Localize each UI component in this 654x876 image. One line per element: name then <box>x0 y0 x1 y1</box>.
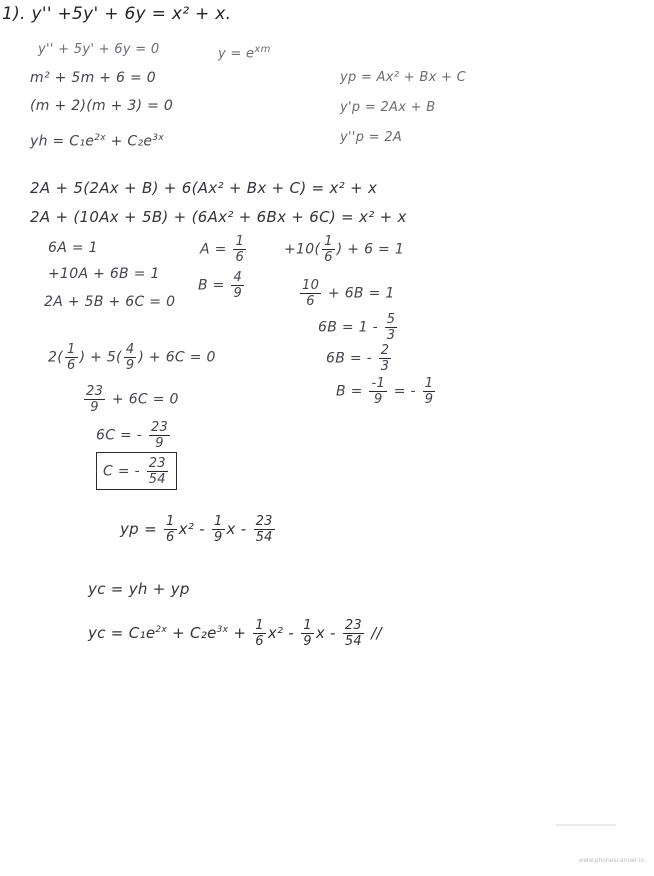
scan-artifact <box>556 824 616 826</box>
solve-b-step-5: B = $\frac{-1}{9}$ = - $\frac{1}{9}$ <box>336 376 434 407</box>
trial-base: y = e <box>218 46 255 62</box>
problem-header <box>2 4 231 24</box>
coefficient-eq-2: +10A + 6B = 1 <box>48 266 160 282</box>
coefficient-eq-1: 6A = 1 <box>48 240 98 256</box>
substitution-line-1: 2A + 5(2Ax + B) + 6(Ax² + Bx + C) = x² + x <box>30 179 378 197</box>
problem-number: 1). <box>2 4 26 24</box>
general-solution-definition: yc = yh + yp <box>88 580 190 598</box>
particular-second-derivative: y''p = 2A <box>340 130 403 145</box>
value-A: A = $\frac{1}{6}$ <box>200 234 245 265</box>
substitution-line-2: 2A + (10Ax + 5B) + (6Ax² + 6Bx + 6C) = x² + x <box>30 208 407 226</box>
solve-b-step-1: +10( $\frac{1}{6}$ ) + 6 = 1 <box>284 234 405 265</box>
solve-b-step-4: 6B = - $\frac{2}{3}$ <box>326 343 390 374</box>
general-solution: yc = $C_1e^{2x} + C_2e^{3x}$ + $\frac{1}{6}$ x² - $\frac{1}{9}$ x - $\frac{23}{54}$ // <box>88 618 382 649</box>
trial-solution <box>218 44 271 61</box>
trial-exponent: xm <box>254 44 271 55</box>
characteristic-polynomial: m² + 5m + 6 = 0 <box>30 70 157 86</box>
solve-c-step-2: $\frac{23}{9}$ + 6C = 0 <box>86 384 179 415</box>
solve-c-step-1: 2( $\frac{1}{6}$ ) + 5( $\frac{4}{9}$ ) + 6C = 0 <box>48 342 216 373</box>
factored-polynomial: (m + 2)(m + 3) = 0 <box>30 98 174 114</box>
particular-first-derivative: y'p = 2Ax + B <box>340 100 436 115</box>
homogeneous-equation: y'' + 5y' + 6y = 0 <box>38 42 160 57</box>
particular-solution: yp = $\frac{1}{6}$ x² - $\frac{1}{9}$ x - $\frac{23}{54}$ <box>120 514 273 545</box>
boxed-c-value: C = - $\frac{23}{54}$ <box>96 452 177 490</box>
solve-b-step-3: 6B = 1 - $\frac{5}{3}$ <box>318 312 396 343</box>
homogeneous-solution: yh = $C_1e^{2x} + C_2e^{3x}$ <box>30 133 164 150</box>
scanner-footer: www.phonescanner.io <box>578 857 644 864</box>
particular-guess: yp = Ax² + Bx + C <box>340 70 467 85</box>
problem-equation: y'' +5y' + 6y = x² + x. <box>31 4 232 24</box>
value-B: B = $\frac{4}{9}$ <box>198 270 243 301</box>
coefficient-eq-3: 2A + 5B + 6C = 0 <box>44 294 176 310</box>
solve-b-step-2: $\frac{10}{6}$ + 6B = 1 <box>302 278 395 309</box>
solve-c-step-3: 6C = - $\frac{23}{9}$ <box>96 420 169 451</box>
